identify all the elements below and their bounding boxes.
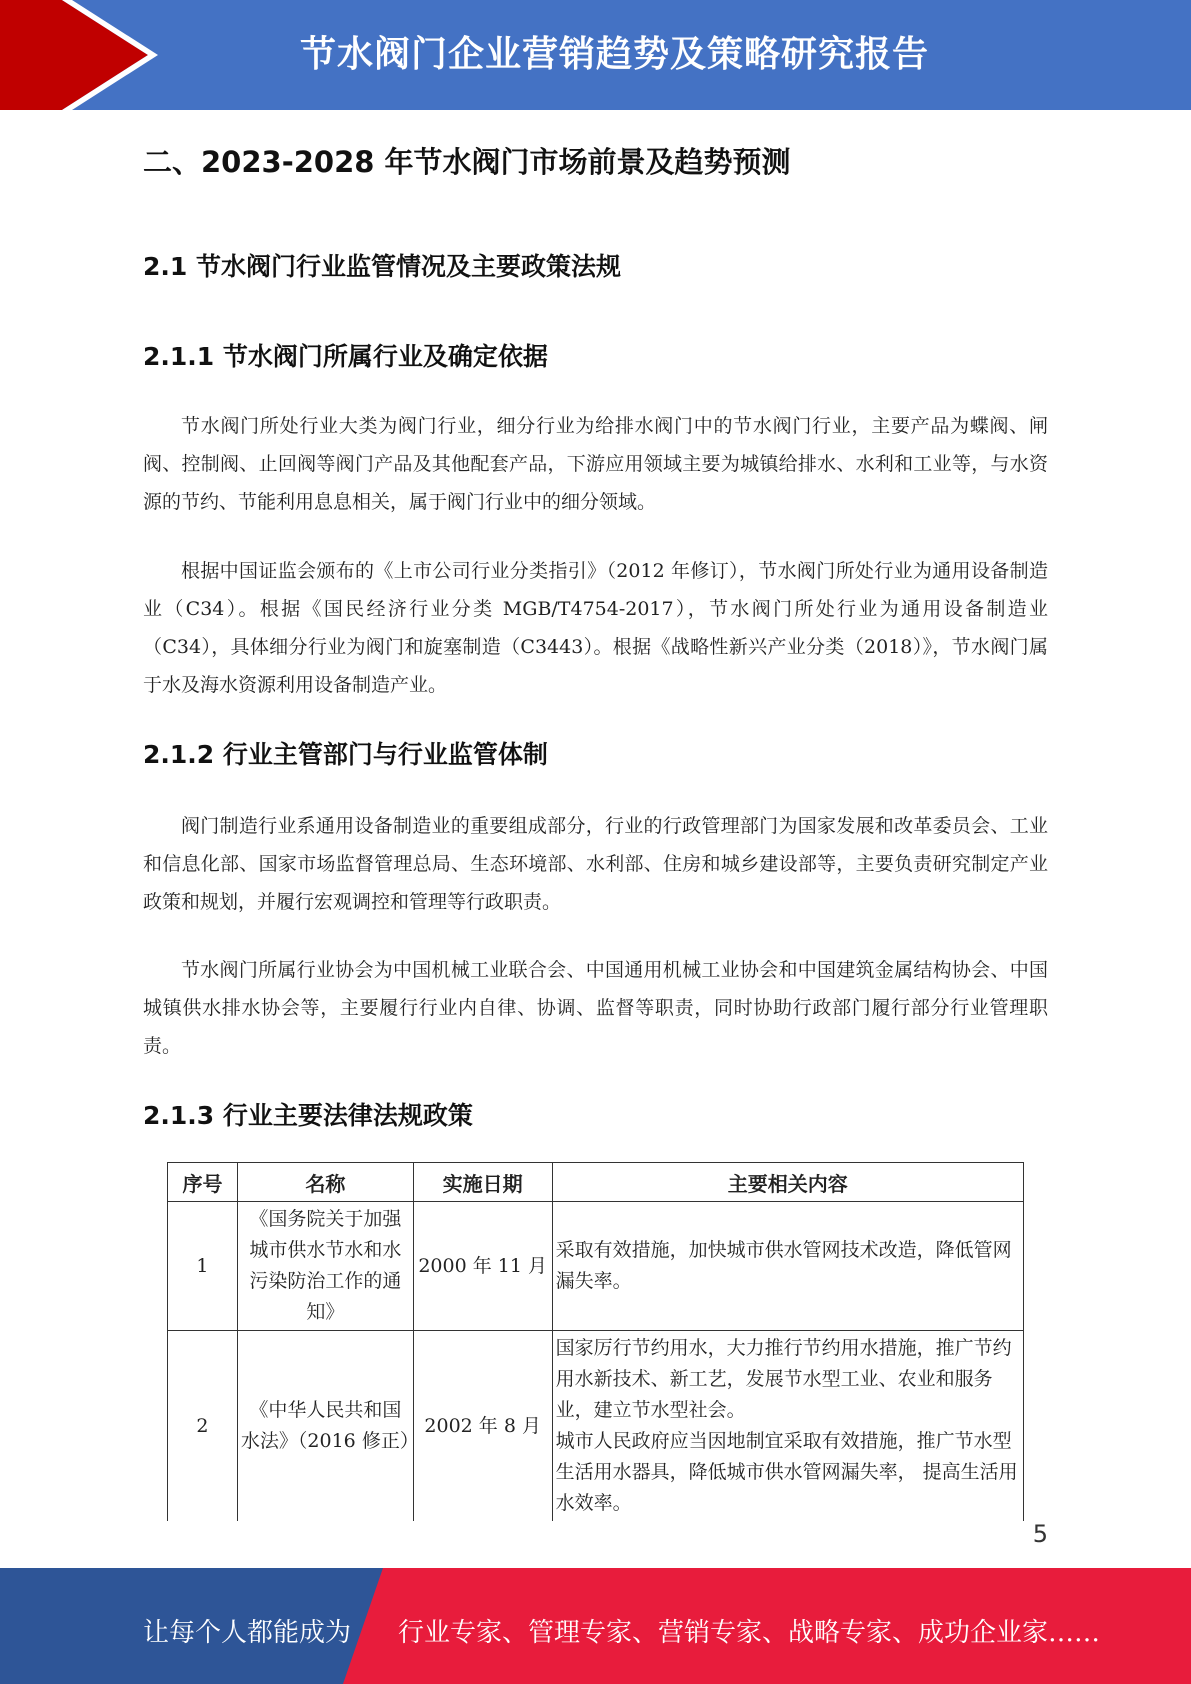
cell-content: 采取有效措施，加快城市供水管网技术改造，降低管网漏失率。 bbox=[552, 1202, 1023, 1331]
cell-date: 2002 年 8 月 bbox=[413, 1331, 552, 1522]
column-header-no: 序号 bbox=[168, 1163, 238, 1202]
page-number: 5 bbox=[1032, 1520, 1048, 1548]
column-header-content: 主要相关内容 bbox=[552, 1163, 1023, 1202]
paragraph-industry-category: 节水阀门所处行业大类为阀门行业，细分行业为给排水阀门中的节水阀门行业，主要产品为蝶阀、闸阀、控制阀、止回阀等阀门产品及其他配套产品，下游应用领域主要为城镇给排水、水利和工业等，与水资源的节约、节能利用息息相关，属于阀门行业中的细分领域。 bbox=[143, 415, 1048, 513]
footer-slogan-left: 让每个人都能成为 bbox=[143, 1618, 352, 1648]
column-header-name: 名称 bbox=[237, 1163, 413, 1202]
footer-banner bbox=[0, 1568, 1191, 1684]
policy-table bbox=[167, 1162, 1024, 1521]
subsection-heading-2-1-1: 2.1.1 节水阀门所属行业及确定依据 bbox=[143, 342, 548, 371]
cell-content-part-1: 国家厉行节约用水，大力推行节约用水措施，推广节约用水新技术、新工艺，发展节水型工业、农业和服务业，建立节水型社会。 bbox=[555, 1337, 1012, 1421]
cell-content-part-2: 城市人民政府应当因地制宜采取有效措施，推广节水型生活用水器具，降低城市供水管网漏失率， 提高生活用水效率。 bbox=[555, 1430, 1018, 1514]
table-row bbox=[168, 1202, 1024, 1331]
cell-name: 《中华人民共和国水法》（2016 修正） bbox=[237, 1331, 413, 1522]
cell-no: 1 bbox=[168, 1202, 238, 1331]
section-heading: 二、2023-2028 年节水阀门市场前景及趋势预测 bbox=[143, 145, 791, 179]
report-title: 节水阀门企业营销趋势及策略研究报告 bbox=[300, 34, 930, 75]
header-arrow-decoration bbox=[0, 0, 160, 110]
paragraph-classification-basis: 根据中国证监会颁布的《上市公司行业分类指引》（2012 年修订），节水阀门所处行业为通用设备制造业（C34）。根据《国民经济行业分类 MGB/T4754-2017），节水阀门所处行业为通用设备制造业（C34），具体细分行业为阀门和旋塞制造（C3443）。根据《战略性新兴产业分类（2018）》，节水阀门属于水及海水资源利用设备制造产业。 bbox=[143, 560, 1048, 696]
footer-slogan-right: 行业专家、管理专家、营销专家、战略专家、成功企业家…… bbox=[398, 1618, 1101, 1648]
paragraph-regulatory-authorities: 阀门制造行业系通用设备制造业的重要组成部分，行业的行政管理部门为国家发展和改革委员会、工业和信息化部、国家市场监督管理总局、生态环境部、水利部、住房和城乡建设部等，主要负责研究制定产业政策和规划，并履行宏观调控和管理等行政职责。 bbox=[143, 815, 1048, 913]
cell-name: 《国务院关于加强城市供水节水和水污染防治工作的通知》 bbox=[237, 1202, 413, 1331]
subsection-heading-2-1-3: 2.1.3 行业主要法律法规政策 bbox=[143, 1101, 473, 1130]
table-header-row bbox=[168, 1163, 1024, 1202]
subsection-heading-2-1: 2.1 节水阀门行业监管情况及主要政策法规 bbox=[143, 252, 621, 281]
paragraph-industry-associations: 节水阀门所属行业协会为中国机械工业联合会、中国通用机械工业协会和中国建筑金属结构协会、中国城镇供水排水协会等，主要履行行业内自律、协调、监督等职责，同时协助行政部门履行部分行业管理职责。 bbox=[143, 959, 1048, 1057]
table-row bbox=[168, 1331, 1024, 1522]
header-banner bbox=[0, 0, 1191, 110]
subsection-heading-2-1-2: 2.1.2 行业主管部门与行业监管体制 bbox=[143, 740, 548, 769]
cell-date: 2000 年 11 月 bbox=[413, 1202, 552, 1331]
cell-content bbox=[552, 1331, 1023, 1522]
column-header-date: 实施日期 bbox=[413, 1163, 552, 1202]
cell-no: 2 bbox=[168, 1331, 238, 1522]
